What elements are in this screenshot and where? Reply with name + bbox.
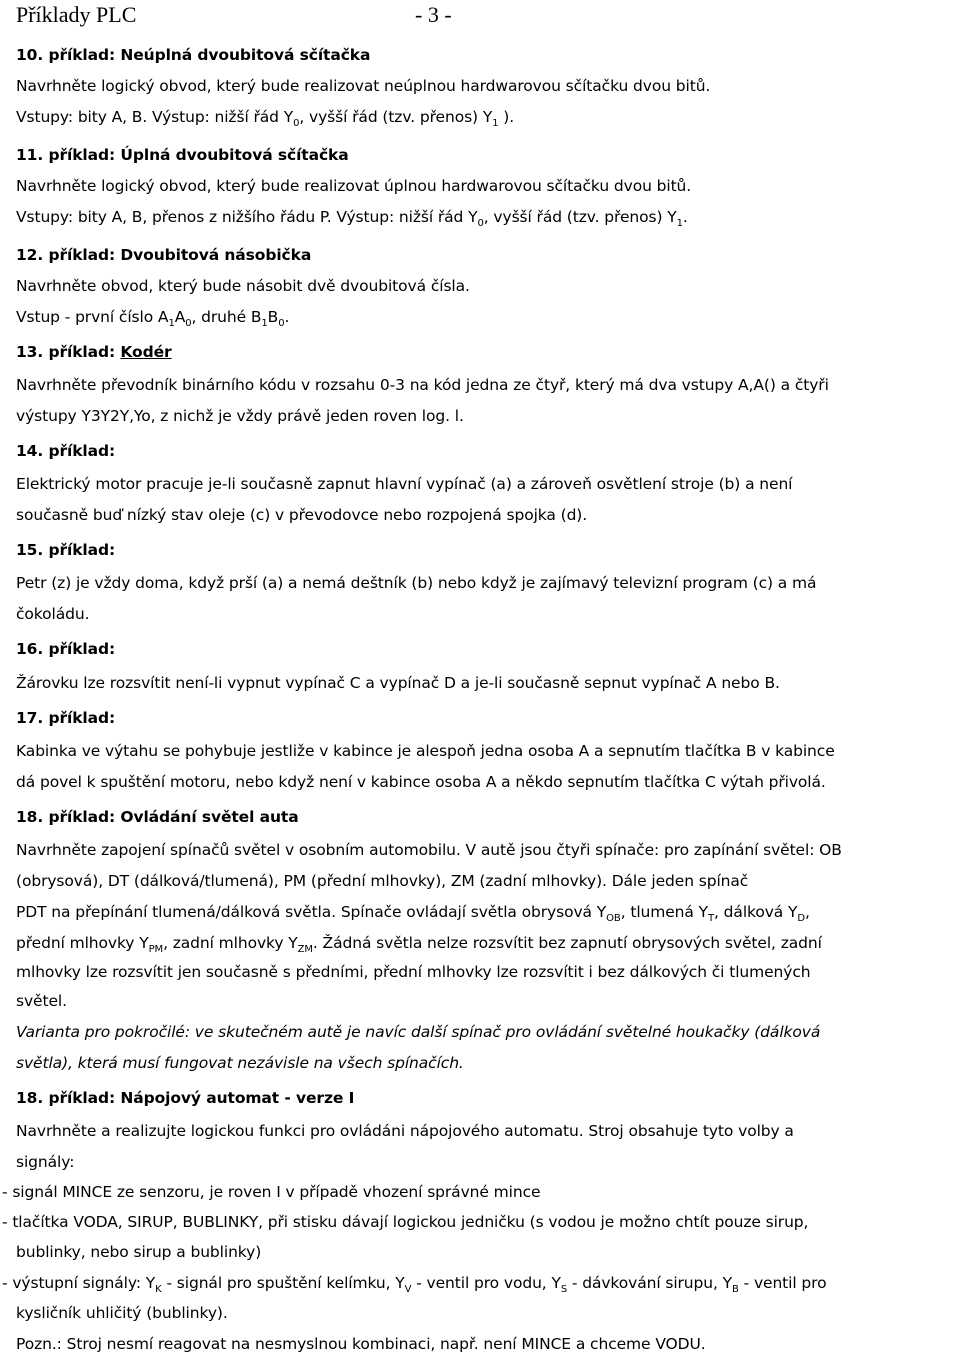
exercise-18-text: mlhovky lze rozsvítit jen současně s předními, přední mlhovky lze rozsvítit i bez dálkových či tlumených bbox=[16, 963, 811, 981]
page-header-title: Příklady PLC bbox=[16, 2, 137, 27]
exercise-14-text: současně buď nízký stav oleje (c) v převodovce nebo rozpojená spojka (d). bbox=[16, 506, 588, 524]
exercise-18b-text: signály: bbox=[16, 1153, 75, 1171]
exercise-18-text: Navrhněte zapojení spínačů světel v osobním automobilu. V autě jsou čtyři spínače: pro zapínání světel: OB bbox=[16, 841, 842, 859]
exercise-18b-list-item: - signál MINCE ze senzoru, je roven I v případě vhození správné mince bbox=[2, 1183, 541, 1201]
exercise-12-text: Navrhněte obvod, který bude násobit dvě dvoubitová čísla. bbox=[16, 277, 470, 295]
exercise-16-heading: 16. příklad: bbox=[16, 640, 116, 658]
exercise-18-text: přední mlhovky $Y_{PM}$, zadní mlhovky $Y_{ZM}$. Žádná světla nelze rozsvítit bez zapnutí obrysových světel, zadní bbox=[16, 934, 822, 955]
exercise-13-text: Navrhněte převodník binárního kódu v rozsahu 0-3 na kód jedna ze čtyř, který má dva vstupy A,A() a čtyři bbox=[16, 376, 829, 394]
exercise-18-text: světel. bbox=[16, 992, 67, 1010]
exercise-10-text: Vstupy: bity A, B. Výstup: nižší řád $Y_0$, vyšší řád (tzv. přenos) $Y_1$ ). bbox=[16, 108, 515, 129]
exercise-10-heading: 10. příklad: Neúplná dvoubitová sčítačka bbox=[16, 46, 371, 64]
exercise-11-text: Vstupy: bity A, B, přenos z nižšího řádu P. Výstup: nižší řád $Y_0$, vyšší řád (tzv. přenos) $Y_1$. bbox=[16, 208, 688, 229]
exercise-18b-note: Pozn.: Stroj nesmí reagovat na nesmyslnou kombinaci, např. není MINCE a chceme VODU. bbox=[16, 1335, 706, 1353]
exercise-15-text: čokoládu. bbox=[16, 605, 90, 623]
exercise-17-text: dá povel k spuštění motoru, nebo když není v kabince osoba A a někdo sepnutím tlačítka C výtah přivolá. bbox=[16, 773, 826, 791]
exercise-13-heading: 13. příklad: Kodér bbox=[16, 343, 172, 361]
exercise-14-heading: 14. příklad: bbox=[16, 442, 116, 460]
page-number: - 3 - bbox=[415, 2, 452, 27]
exercise-10-text: Navrhněte logický obvod, který bude realizovat neúplnou hardwarovou sčítačku dvou bitů. bbox=[16, 77, 711, 95]
exercise-17-text: Kabinka ve výtahu se pohybuje jestliže v kabince je alespoň jedna osoba A a sepnutím tlačítka B v kabince bbox=[16, 742, 835, 760]
exercise-15-text: Petr (z) je vždy doma, když prší (a) a nemá deštník (b) nebo když je zajímavý televizní program (c) a má bbox=[16, 574, 817, 592]
exercise-12-text: Vstup - první číslo $A_1A_0$, druhé $B_1B_0$. bbox=[16, 308, 290, 329]
exercise-15-heading: 15. příklad: bbox=[16, 541, 116, 559]
exercise-18b-list-item: - tlačítka VODA, SIRUP, BUBLINKY, při stisku dávají logickou jedničku (s vodou je možno chtít pouze sirup, bbox=[2, 1213, 809, 1231]
exercise-12-heading: 12. příklad: Dvoubitová násobička bbox=[16, 246, 312, 264]
exercise-13-text: výstupy Y3Y2Y,Yo, z nichž je vždy právě jeden roven log. l. bbox=[16, 407, 464, 425]
exercise-18b-heading: 18. příklad: Nápojový automat - verze I bbox=[16, 1089, 355, 1107]
exercise-11-heading: 11. příklad: Úplná dvoubitová sčítačka bbox=[16, 146, 349, 164]
exercise-17-heading: 17. příklad: bbox=[16, 709, 116, 727]
exercise-18b-list-item: bublinky, nebo sirup a bublinky) bbox=[16, 1243, 262, 1261]
exercise-18-text: (obrysová), DT (dálková/tlumená), PM (přední mlhovky), ZM (zadní mlhovky). Dále jeden spínač bbox=[16, 872, 749, 890]
exercise-18-advanced-note: světla), která musí fungovat nezávisle na všech spínačích. bbox=[16, 1054, 464, 1072]
exercise-18b-text: Navrhněte a realizujte logickou funkci pro ovládáni nápojového automatu. Stroj obsahuje tyto volby a bbox=[16, 1122, 794, 1140]
exercise-14-text: Elektrický motor pracuje je-li současně zapnut hlavní vypínač (a) a zároveň osvětlení stroje (b) a není bbox=[16, 475, 793, 493]
exercise-18b-list-item: kysličník uhličitý (bublinky). bbox=[16, 1304, 228, 1322]
exercise-18-text: PDT na přepínání tlumená/dálková světla. Spínače ovládají světla obrysová $Y_{OB}$, tlumená $Y_T$, dálková $Y_D$, bbox=[16, 903, 810, 924]
exercise-13-title: Kodér bbox=[120, 343, 172, 361]
exercise-16-text: Žárovku lze rozsvítit není-li vypnut vypínač C a vypínač D a je-li současně sepnut vypínač A nebo B. bbox=[16, 674, 780, 692]
exercise-18-advanced-note: Varianta pro pokročilé: ve skutečném autě je navíc další spínač pro ovládání světelné houkačky (dálková bbox=[16, 1023, 821, 1041]
exercise-18-heading: 18. příklad: Ovládání světel auta bbox=[16, 808, 299, 826]
exercise-11-text: Navrhněte logický obvod, který bude realizovat úplnou hardwarovou sčítačku dvou bitů. bbox=[16, 177, 692, 195]
exercise-18b-list-item: - výstupní signály: $Y_K$ - signál pro spuštění kelímku, $Y_V$ - ventil pro vodu, $Y_S$ - dávkování sirupu, $Y_B$ - ventil pro bbox=[2, 1274, 827, 1295]
